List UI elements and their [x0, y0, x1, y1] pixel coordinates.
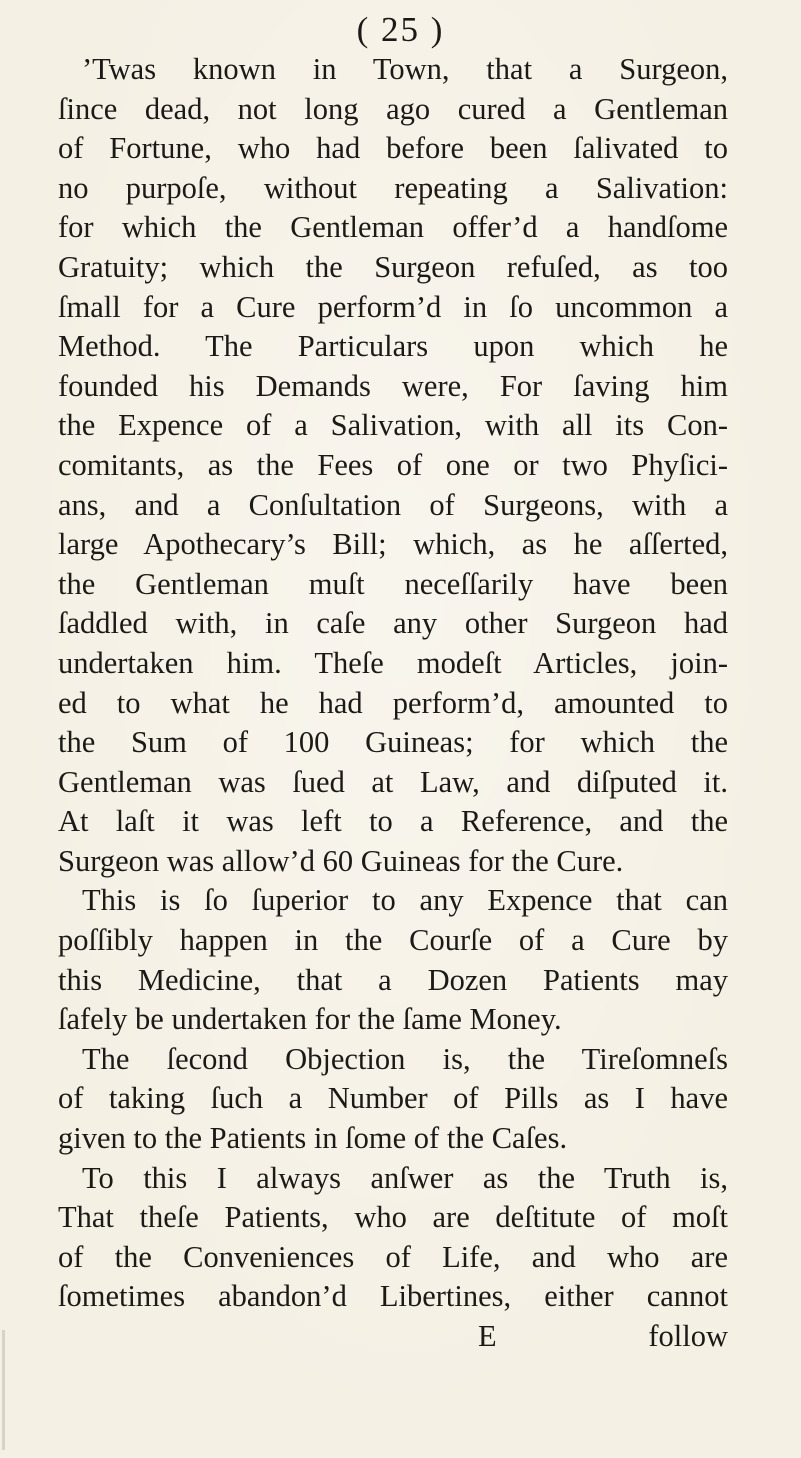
text-line: Gratuity; which the Surgeon refuſed, as too	[58, 249, 728, 284]
text-line: ſmall for a Cure perform’d in ſo uncommon a	[58, 289, 728, 324]
text-line: The ſecond Objection is, the Tireſomneſs	[82, 1041, 728, 1076]
footer-line	[58, 1317, 728, 1357]
text-line: of the Conveniences of Life, and who are	[58, 1239, 728, 1274]
text-line: Surgeon was allow’d 60 Guineas for the Cure.	[58, 843, 624, 878]
text-line: ans, and a Conſultation of Surgeons, with a	[58, 487, 728, 522]
text-line: this Medicine, that a Dozen Patients may	[58, 962, 728, 997]
text-line: the Sum of 100 Guineas; for which the	[58, 725, 728, 760]
text-line: This is ſo ſuperior to any Expence that can	[82, 883, 728, 918]
catchword: follow	[648, 1319, 728, 1354]
text-line: founded his Demands were, For ſaving him	[58, 368, 728, 403]
text-line: ed to what he had perform’d, amounted to	[58, 685, 728, 720]
text-line: the Gentleman muſt neceſſarily have been	[58, 566, 728, 601]
text-line: Method. The Particulars upon which he	[58, 329, 728, 364]
text-line: ’Twas known in Town, that a Surgeon,	[82, 52, 728, 86]
text-line: ſafely be undertaken for the ſame Money.	[58, 1002, 562, 1037]
text-line: large Apothecary’s Bill; which, as he aſſerted,	[58, 527, 728, 562]
signature-mark: E	[478, 1319, 497, 1354]
page-number: ( 25 )	[356, 10, 445, 49]
text-line: ſometimes abandon’d Libertines, either cannot	[58, 1279, 728, 1314]
text-line: of taking ſuch a Number of Pills as I have	[58, 1081, 728, 1116]
text-line: That theſe Patients, who are deſtitute of moſt	[58, 1200, 728, 1235]
binding-shadow	[2, 1330, 5, 1450]
text-line: To this I always anſwer as the Truth is,	[82, 1160, 728, 1195]
text-line: Gentleman was ſued at Law, and diſputed it.	[58, 764, 728, 799]
text-line: poſſibly happen in the Courſe of a Cure by	[58, 923, 728, 958]
text-line: comitants, as the Fees of one or two Phyſici-	[58, 447, 728, 482]
body-text	[58, 50, 728, 1354]
text-line: ſince dead, not long ago cured a Gentleman	[58, 91, 728, 126]
text-line: given to the Patients in ſome of the Caſes.	[58, 1121, 568, 1156]
text-line: ſaddled with, in caſe any other Surgeon had	[58, 606, 728, 641]
text-lines	[58, 50, 728, 1317]
text-line: for which the Gentleman offer’d a handſome	[58, 210, 728, 245]
text-line: no purpoſe, without repeating a Salivation:	[58, 170, 728, 205]
text-line: undertaken him. Theſe modeſt Articles, join-	[58, 645, 728, 680]
text-line: At laſt it was left to a Reference, and the	[58, 804, 728, 839]
text-line: of Fortune, who had before been ſalivated to	[58, 131, 728, 166]
text-line: the Expence of a Salivation, with all its Con-	[58, 408, 728, 443]
